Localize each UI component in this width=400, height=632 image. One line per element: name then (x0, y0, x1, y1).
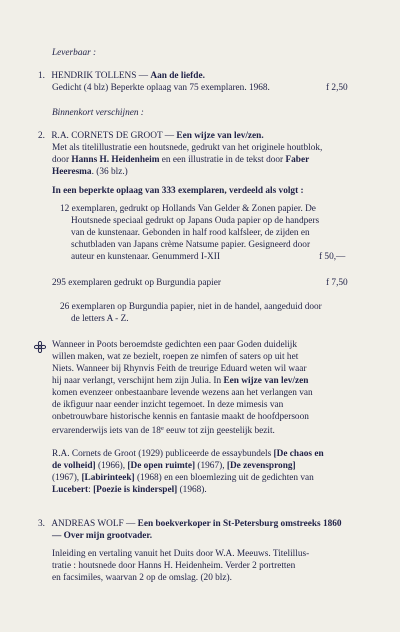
text-run: . (36 blz.) (91, 167, 128, 177)
copies-12-line: schutbladen van Japans crème Natsume papier. Gesigneerd door (71, 240, 311, 250)
bio-line (52, 472, 314, 484)
text-run: (1967), (52, 473, 82, 483)
item-1-price: f 2,50 (326, 83, 348, 93)
item-3-description-line: en facsimiles, waarvan 2 op de omslag. (20 blz). (52, 573, 232, 583)
item-dash: — (162, 131, 177, 141)
text-run: : (88, 485, 94, 495)
book-title: Een wijze van lev/zen (223, 376, 309, 386)
blurb-line: Niets. Wanneer bij Rhynvis Feith de treurige Eduard weten wil waar (52, 364, 307, 374)
item-author: HENDRIK TOLLENS (51, 71, 137, 81)
blurb-line (52, 375, 308, 387)
item-3-description-line: Inleiding en vertaling vanuit het Duits door W.A. Meeuws. Titelillus- (52, 549, 310, 559)
flower-ornament-icon (34, 341, 46, 353)
item-number: 2. (38, 131, 45, 141)
text-run: hij naar verlangt, verschijnt hem zijn Julia. In (52, 376, 224, 386)
blurb-line: onbetrouwbare historische kennis en fantasie maakt de hoofdpersoon (52, 412, 309, 422)
item-title: Aan de liefde. (150, 71, 205, 81)
blurb-line: komen evenzeer onbestaanbare levende wezens aan het verlangen van (52, 388, 313, 398)
item-2-description-line: Met als titelillustratie een houtsnede, gedrukt van het originele houtblok, (52, 143, 323, 153)
copies-12-line: auteur en kunstenaar. Genummerd I-XII (71, 252, 220, 262)
book-title: [De open ruimte] (127, 461, 196, 471)
edition-statement: In een beperkte oplaag van 333 exemplaren, verdeeld als volgt : (52, 186, 304, 196)
copies-26-line: 26 exemplaren op Burgundia papier, niet in de handel, aangeduid door (60, 302, 322, 312)
item-number: 3. (38, 519, 45, 529)
text-run: R.A. Cornets de Groot (1929) publiceerde de essaybundels (52, 449, 274, 459)
book-title: [De zevensprong] (226, 461, 296, 471)
section-heading-forthcoming: Binnenkort verschijnen : (52, 108, 144, 118)
text-run: eeuw tot zijn geestelijk bezit. (163, 426, 275, 436)
item-title: Een boekverkoper in St-Petersburg omstreeks 1860 (137, 519, 342, 529)
item-2-description-line (52, 154, 309, 166)
text-run: (1968). (177, 485, 207, 495)
price-295: f 7,50 (326, 278, 348, 288)
text-run: ervarenderwijs iets van de 18 (52, 426, 161, 436)
text-run: (1968) en een bloemlezing uit de gedichten van (134, 473, 314, 483)
superscript: e (160, 425, 164, 432)
book-title: [Labirinteek] (81, 473, 135, 483)
item-number: 1. (38, 71, 45, 81)
text-run: (1967), (195, 461, 227, 471)
text-run: (1966), (95, 461, 128, 471)
item-title: Een wijze van lev/zen. (176, 131, 264, 141)
item-author: R.A. CORNETS DE GROOT (51, 131, 163, 141)
item-3-description-line: tratie : houtsnede door Hanns H. Heidenheim. Verder 2 portretten (52, 561, 296, 571)
book-title: de volheid] (52, 461, 96, 471)
illustrator-name: Heeresma (52, 167, 92, 177)
copies-12-line: 12 exemplaren, gedrukt op Hollands Van Gelder & Zonen papier. De (60, 204, 316, 214)
illustrator-name: Faber (285, 155, 310, 165)
item-dash: — (136, 71, 151, 81)
item-dash: — (123, 519, 138, 529)
text-run: door (52, 155, 72, 165)
price-12: f 50,— (319, 252, 346, 262)
item-3-heading (38, 518, 342, 530)
illustrator-name: Hanns H. Heidenheim (71, 155, 160, 165)
book-title: [De chaos en (273, 449, 324, 459)
bio-line (52, 448, 324, 460)
copies-12-line: Houtsnede speciaal gedrukt op Japans Ouda papier op de handpers (71, 216, 320, 226)
item-1-heading (38, 70, 205, 82)
book-title: [Poezie is kinderspel] (93, 485, 178, 495)
blurb-line: willen maken, wat ze bezielt, roepen ze nimfen of saters op uit het (52, 352, 299, 362)
blurb-line: Wanneer in Poots beroemdste gedichten een paar Goden duidelijk (52, 340, 298, 350)
item-3-title-continued: — Over mijn grootvader. (52, 531, 153, 541)
bio-line (52, 484, 207, 496)
copies-26-line: de letters A - Z. (71, 314, 129, 324)
blurb-line (52, 423, 275, 437)
blurb-line: de ikfiguur naar eender inzicht tegemoet. In deze mimesis van (52, 400, 284, 410)
text-run: en een illustratie in de tekst door (159, 155, 286, 165)
item-2-description-line (52, 166, 128, 178)
poet-name: Lucebert (52, 485, 89, 495)
copies-12-line: van de kunstenaar. Gebonden in half rood kalfsleer, de zijden en (71, 228, 310, 238)
section-heading-available: Leverbaar : (52, 48, 97, 58)
copies-295: 295 exemplaren gedrukt op Burgundia papier (52, 278, 221, 288)
bio-line (52, 460, 296, 472)
item-2-heading (38, 130, 264, 142)
item-1-description: Gedicht (4 blz) Beperkte oplaag van 75 exemplaren. 1968. (52, 83, 270, 93)
item-author: ANDREAS WOLF (51, 519, 124, 529)
